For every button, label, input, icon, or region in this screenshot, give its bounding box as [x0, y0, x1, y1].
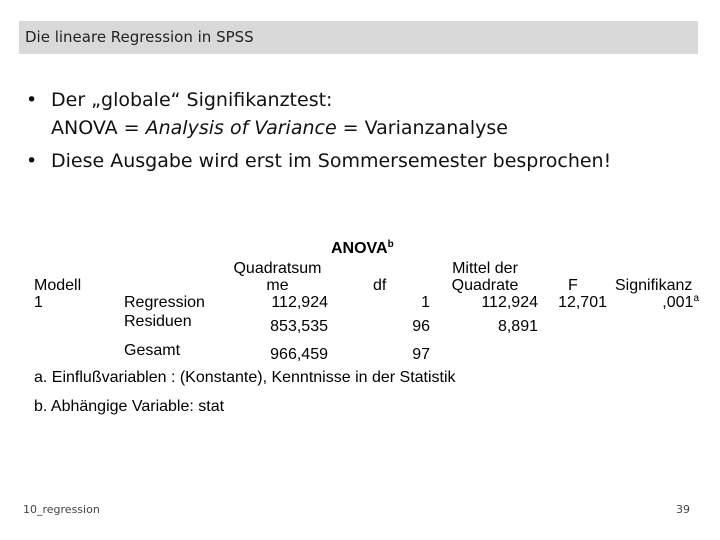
row-label-gesamt: Gesamt	[124, 342, 181, 359]
cell-ss-residuen: 853,535	[270, 318, 328, 335]
header-modell: Modell	[34, 277, 82, 294]
page-number: 39	[676, 503, 690, 516]
header-quadratsumme-1: Quadratsum	[233, 260, 322, 277]
bullet-2-text: Diese Ausgabe wird erst im Sommersemester besprochen!	[51, 150, 612, 172]
cell-ss-gesamt: 966,459	[270, 346, 328, 363]
bullet-1-line-1: Der „globale“ Signifikanztest:	[51, 89, 333, 111]
bullet-1-text-b: = Varianzanalyse	[336, 117, 508, 139]
bullet-1-text-a: ANOVA =	[51, 117, 146, 139]
cell-ss-regression: 112,924	[271, 294, 328, 311]
header-mittel-2: Quadrate	[451, 277, 519, 294]
header-df: df	[373, 277, 387, 294]
bullet-marker: •	[26, 89, 38, 111]
footer-filename: 10_regression	[23, 503, 100, 516]
anova-title	[331, 240, 394, 258]
header-mittel-1: Mittel der	[452, 260, 518, 277]
cell-f-regression: 12,701	[558, 294, 607, 311]
bullet-1-italic: Analysis of Variance	[145, 117, 337, 139]
footnote-b: b. Abhängige Variable: stat	[34, 398, 225, 415]
cell-sig-regression	[615, 294, 699, 312]
header-signifikanz: Signifikanz	[615, 277, 693, 294]
row-label-regression: Regression	[124, 294, 205, 311]
cell-df-regression: 1	[421, 294, 430, 311]
footnote-a: a. Einflußvariablen : (Konstante), Kenntnisse in der Statistik	[34, 369, 456, 386]
anova-title-text: ANOVA	[331, 240, 388, 257]
cell-ms-residuen: 8,891	[497, 318, 538, 335]
cell-df-residuen: 96	[412, 318, 430, 335]
row-label-residuen: Residuen	[124, 313, 192, 330]
slide-title: Die lineare Regression in SPSS	[19, 21, 698, 54]
cell-ms-regression: 112,924	[481, 294, 538, 311]
cell-sig-sup: a	[693, 293, 699, 304]
model-number: 1	[34, 294, 43, 311]
header-quadratsumme-2: me	[266, 277, 289, 294]
bullet-marker: •	[26, 150, 38, 172]
anova-title-sup: b	[387, 239, 394, 250]
cell-df-gesamt: 97	[412, 346, 430, 363]
header-f: F	[568, 277, 578, 294]
cell-sig-value: ,001	[662, 294, 694, 311]
